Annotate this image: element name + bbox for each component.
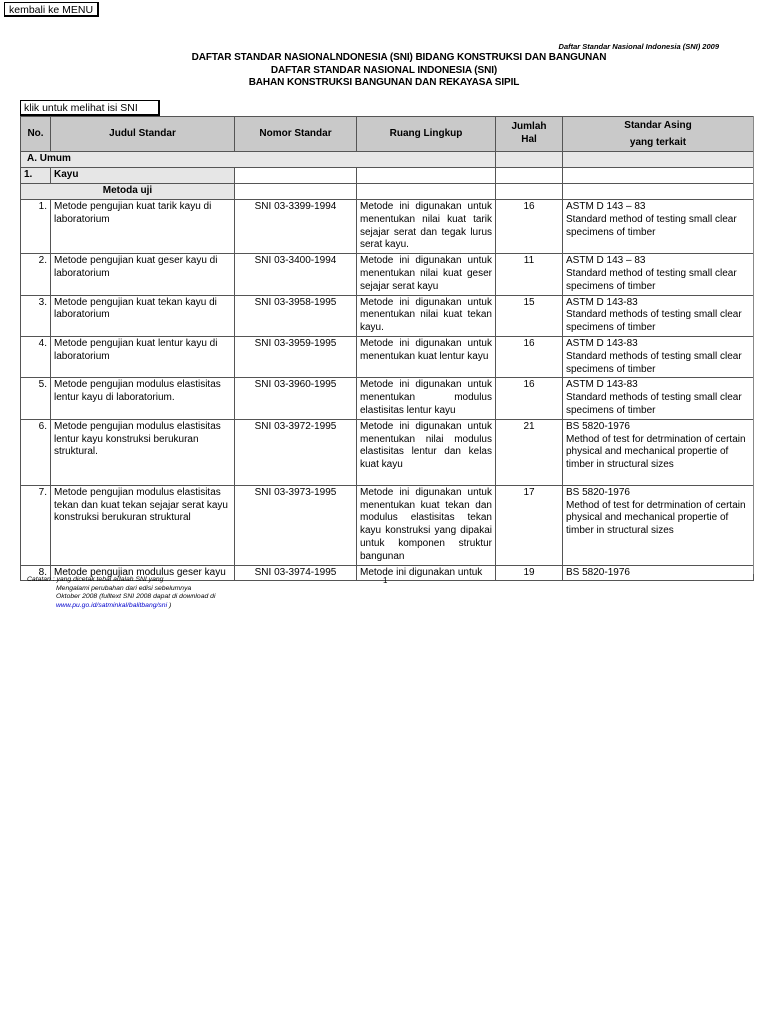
row-hal: 16: [496, 336, 563, 377]
table-row: [21, 295, 754, 336]
asing-title: Method of test for detrmination of certain physical and mechanical propertie of timber in structural sizes: [566, 499, 746, 537]
row-asing: [563, 254, 754, 295]
method-label: Metoda uji: [21, 184, 235, 200]
row-no: 5.: [21, 378, 51, 419]
empty-cell: [563, 168, 754, 184]
footer-link-suffix: ): [167, 601, 172, 609]
row-ruang: Metode ini digunakan untuk: [357, 565, 496, 581]
document-header-note: Daftar Standar Nasional Indonesia (SNI) 2009: [558, 42, 719, 51]
empty-cell: [235, 168, 357, 184]
header-judul: Judul Standar: [51, 117, 235, 152]
table-row: [21, 200, 754, 254]
row-no: 1.: [21, 200, 51, 254]
asing-code: BS 5820-1976: [566, 486, 630, 498]
subsection-label: Kayu: [51, 168, 235, 184]
asing-code: BS 5820-1976: [566, 420, 630, 432]
subsection-row: [21, 168, 754, 184]
row-ruang: Metode ini digunakan untuk menentukan kuat lentur kayu: [357, 336, 496, 377]
row-asing: [563, 336, 754, 377]
row-judul: Metode pengujian modulus elastisitas tekan dan kuat tekan sejajar serat kayu konstruksi berukuran struktural: [51, 485, 235, 565]
row-hal: 16: [496, 378, 563, 419]
header-nomor: Nomor Standar: [235, 117, 357, 152]
row-nomor: SNI 03-3960-1995: [235, 378, 357, 419]
row-nomor: SNI 03-3400-1994: [235, 254, 357, 295]
header-asing-line2: yang terkait: [629, 137, 687, 148]
row-judul: Metode pengujian kuat geser kayu di laboratorium: [51, 254, 235, 295]
header-ruang: Ruang Lingkup: [357, 117, 496, 152]
section-row: [21, 152, 754, 168]
row-judul: Metode pengujian kuat tarik kayu di laboratorium: [51, 200, 235, 254]
row-nomor: SNI 03-3399-1994: [235, 200, 357, 254]
empty-cell: [563, 184, 754, 200]
row-nomor: SNI 03-3973-1995: [235, 485, 357, 565]
asing-title: Standard method of testing small clear specimens of timber: [566, 213, 737, 238]
row-judul: Metode pengujian modulus geser kayu: [51, 565, 235, 581]
row-ruang: Metode ini digunakan untuk menentukan nilai kuat tarik sejajar serat dan tegak lurus serat kayu.: [357, 200, 496, 254]
asing-code: ASTM D 143 – 83: [566, 255, 646, 267]
row-ruang: Metode ini digunakan untuk menentukan nilai modulus elastisitas lentur dan kelas kuat kayu: [357, 419, 496, 485]
row-asing: [563, 295, 754, 336]
footer-line-3: Oktober 2008 (fulltext SNI 2008 dapat di download di: [56, 593, 216, 600]
view-sni-button[interactable]: klik untuk melihat isi SNI: [20, 100, 160, 116]
row-no: 6.: [21, 419, 51, 485]
row-hal: 11: [496, 254, 563, 295]
row-judul: Metode pengujian modulus elastisitas lentur kayu di laboratorium.: [51, 378, 235, 419]
header-jumlah: [496, 117, 563, 152]
table-row: [21, 485, 754, 565]
header-jumlah-line2: Hal: [521, 134, 537, 145]
asing-code: ASTM D 143-83: [566, 379, 638, 391]
row-asing: [563, 200, 754, 254]
row-ruang: Metode ini digunakan untuk menentukan modulus elastisitas lentur kayu: [357, 378, 496, 419]
asing-title: Standard method of testing small clear specimens of timber: [566, 267, 737, 292]
row-no: 4.: [21, 336, 51, 377]
table-row: [21, 336, 754, 377]
row-asing: [563, 378, 754, 419]
download-link[interactable]: www.pu.go.id/satminkal/balitbang/sni: [56, 601, 168, 609]
row-nomor: SNI 03-3958-1995: [235, 295, 357, 336]
table-row: [21, 419, 754, 485]
section-label: A. Umum: [21, 152, 496, 168]
row-no: 7.: [21, 485, 51, 565]
section-cell-empty: [563, 152, 754, 168]
row-asing: [563, 419, 754, 485]
row-no: 3.: [21, 295, 51, 336]
row-judul: Metode pengujian modulus elastisitas lentur kayu konstruksi berukuran struktural.: [51, 419, 235, 485]
asing-code: BS 5820-1976: [566, 566, 630, 578]
back-to-menu-button[interactable]: kembali ke MENU: [4, 2, 99, 17]
empty-cell: [357, 184, 496, 200]
row-ruang: Metode ini digunakan untuk menentukan nilai kuat tekan kayu.: [357, 295, 496, 336]
row-nomor: SNI 03-3959-1995: [235, 336, 357, 377]
asing-title: Standard methods of testing small clear specimens of timber: [566, 350, 742, 375]
title-line-2: DAFTAR STANDAR NASIONAL INDONESIA (SNI): [270, 64, 498, 76]
row-ruang: Metode ini digunakan untuk menentukan nilai kuat geser sejajar serat kayu: [357, 254, 496, 295]
asing-code: ASTM D 143-83: [566, 296, 638, 308]
empty-cell: [496, 184, 563, 200]
row-asing: [563, 485, 754, 565]
title-line-1: DAFTAR STANDAR NASIONALNDONESIA (SNI) BIDANG KONSTRUKSI DAN BANGUNAN: [191, 52, 607, 63]
header-jumlah-line1: Jumlah: [511, 121, 547, 133]
table-row: [21, 378, 754, 419]
footer-line-1: Catatan : yang dicetak tebal adalah SNI yang: [27, 576, 164, 583]
asing-title: Standard methods of testing small clear specimens of timber: [566, 309, 742, 334]
asing-title: Standard methods of testing small clear specimens of timber: [566, 392, 742, 416]
row-nomor: SNI 03-3974-1995: [235, 565, 357, 581]
header-asing: [563, 117, 754, 152]
row-nomor: SNI 03-3972-1995: [235, 419, 357, 485]
row-asing: [563, 565, 754, 581]
page-number: 1: [383, 576, 388, 585]
title-line-3: BAHAN KONSTRUKSI BANGUNAN DAN REKAYASA SIPIL: [248, 77, 520, 88]
method-row: [21, 184, 754, 200]
asing-title: Method of test for detrmination of certain physical and mechanical propertie of timber in structural sizes: [566, 433, 746, 471]
row-hal: 19: [496, 565, 563, 581]
footer-note: [27, 576, 215, 610]
row-no: 2.: [21, 254, 51, 295]
row-hal: 15: [496, 295, 563, 336]
page-right-rule: [753, 116, 754, 574]
row-no: 8.: [21, 565, 51, 581]
table-row: [21, 254, 754, 295]
row-ruang: Metode ini digunakan untuk menentukan kuat tekan dan modulus elastisitas tekan kayu konstruksi yang dipakai untuk komponen struktur bangunan: [357, 485, 496, 565]
header-no: No.: [21, 117, 51, 152]
header-asing-line1: Standar Asing: [624, 120, 692, 131]
row-hal: 21: [496, 419, 563, 485]
subsection-no: 1.: [21, 168, 51, 184]
asing-code: ASTM D 143 – 83: [566, 201, 646, 212]
empty-cell: [357, 168, 496, 184]
table-header-row: [21, 117, 754, 152]
row-hal: 17: [496, 485, 563, 565]
asing-code: ASTM D 143-83: [566, 337, 638, 349]
standards-table: [20, 116, 754, 581]
empty-cell: [496, 168, 563, 184]
footer-line-2: Mengalami perubahan dari edisi sebelumnya: [56, 584, 192, 592]
row-hal: 16: [496, 200, 563, 254]
document-titles: [0, 52, 768, 90]
row-judul: Metode pengujian kuat lentur kayu di laboratorium: [51, 336, 235, 377]
section-cell-empty: [496, 152, 563, 168]
empty-cell: [235, 184, 357, 200]
row-judul: Metode pengujian kuat tekan kayu di laboratorium: [51, 295, 235, 336]
